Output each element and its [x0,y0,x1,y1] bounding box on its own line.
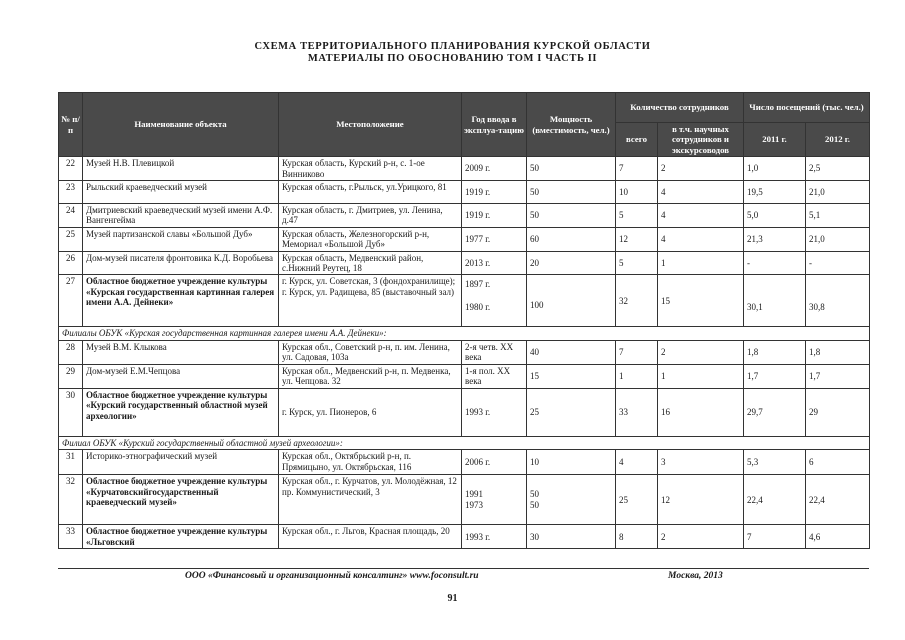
year-line: 1980 г. [465,301,491,312]
table-row [59,340,870,364]
cell-staff-sci: 3 [658,450,744,475]
header-staff-sci: в т.ч. научных сотрудников и экскурсоводов [658,123,744,157]
cell-year [462,475,527,525]
branch-note: Филиал ОБУК «Курский государственный областной музей археологии»: [59,436,870,449]
cell-capacity: 15 [527,364,616,388]
cell-num: 29 [59,364,83,388]
cell-staff-sci: 2 [658,525,744,549]
cell-staff-sci: 12 [658,475,744,525]
cell-capacity [527,475,616,525]
header-location: Местоположение [279,93,462,157]
cell-name: Музей Н.В. Плевицкой [83,157,279,181]
cell-year: 1919 г. [462,181,527,204]
document-subtitle: МАТЕРИАЛЫ ПО ОБОСНОВАНИЮ ТОМ I ЧАСТЬ II [307,53,598,64]
header-name: Наименование объекта [83,93,279,157]
cell-capacity: 10 [527,450,616,475]
header-capacity: Мощность (вместимость, чел.) [527,93,616,157]
cell-staff-total: 5 [616,204,658,228]
cell-visits-2012: 1,7 [806,364,870,388]
cell-name: Дмитриевский краеведческий музей имени А.Ф. Вангенгейма [83,204,279,228]
cell-location: Курская область, г. Дмитриев, ул. Ленина, д.47 [279,204,462,228]
header-staff: Количество сотрудников [616,93,744,123]
cell-visits-2011: 21,3 [744,227,806,251]
header-year: Год ввода в эксплуа-тацию [462,93,527,157]
cell-staff-total: 1 [616,364,658,388]
cell-staff-total: 25 [616,475,658,525]
cell-capacity: 50 [527,181,616,204]
cell-year: 1919 г. [462,204,527,228]
section-note [59,436,870,449]
cell-staff-total: 7 [616,340,658,364]
cell-name: Дом-музей Е.М.Чепцова [83,364,279,388]
cell-visits-2012: 30,8 [806,275,870,327]
cell-visits-2011: 22,4 [744,475,806,525]
year-line: 1897 г. [465,279,491,290]
cell-year: 1993 г. [462,525,527,549]
cell-staff-total: 12 [616,227,658,251]
cell-capacity: 30 [527,525,616,549]
cell-name: Областное бюджетное учреждение культуры «Курская государственная картинная галерея имени А.А. Дейнеки» [83,275,279,327]
cell-visits-2011: 5,3 [744,450,806,475]
cell-visits-2012: 21,0 [806,181,870,204]
museums-table [58,92,870,549]
cell-capacity: 50 [527,204,616,228]
cell-visits-2012: 5,1 [806,204,870,228]
cell-location: Курская обл., Медвенский р-н, п. Медвенка, ул. Чепцова. 32 [279,364,462,388]
cell-capacity: 50 [527,157,616,181]
table-row [59,204,870,228]
table-row [59,227,870,251]
cell-location: Курская область, Медвенский район, с.Нижний Реутец, 18 [279,251,462,275]
header-visits-2011: 2011 г. [744,123,806,157]
table-row [59,450,870,475]
location-line: г. Курск, ул. Советская, 3 (фондохранилище); [282,276,456,287]
cell-staff-sci: 1 [658,364,744,388]
cell-visits-2012: 4,6 [806,525,870,549]
cell-staff-sci: 4 [658,181,744,204]
footer-organization: ООО «Финансовый и организационный консалтинг» www.foconsult.ru [185,571,479,581]
cell-name: Областное бюджетное учреждение культуры «Курчатовскийгосударственный краеведческий музей» [83,475,279,525]
table-row [59,475,870,525]
cell-name: Историко-этнографический музей [83,450,279,475]
year-line: 1991 [465,489,483,500]
header-staff-total: всего [616,123,658,157]
section-note [59,327,870,340]
table-row [59,181,870,204]
cell-year: 2009 г. [462,157,527,181]
cell-name: Областное бюджетное учреждение культуры «Льговский [83,525,279,549]
cell-name: Рыльский краеведческий музей [83,181,279,204]
cell-staff-sci: 2 [658,340,744,364]
cell-staff-total: 8 [616,525,658,549]
cell-staff-total: 10 [616,181,658,204]
cell-staff-sci: 16 [658,388,744,436]
cell-visits-2012: 1,8 [806,340,870,364]
capacity-line: 50 [530,499,539,510]
cell-location: Курская область, Железногорский р-н, Мемориал «Большой Дуб» [279,227,462,251]
location-line: г. Курск, ул. Радищева, 85 (выставочный зал) [282,286,455,297]
table-row [59,525,870,549]
cell-staff-sci: 15 [658,275,744,327]
capacity-line: 50 [530,489,539,500]
cell-year: 1977 г. [462,227,527,251]
header-visits-2012: 2012 г. [806,123,870,157]
cell-num: 24 [59,204,83,228]
cell-staff-total: 32 [616,275,658,327]
cell-location: г. Курск, ул. Пионеров, 6 [279,388,462,436]
cell-num: 33 [59,525,83,549]
cell-staff-total: 5 [616,251,658,275]
cell-location [279,275,462,327]
cell-visits-2012: 6 [806,450,870,475]
cell-visits-2012: 21,0 [806,227,870,251]
cell-num: 28 [59,340,83,364]
page-number: 91 [447,593,458,604]
cell-visits-2012: - [806,251,870,275]
header-num: № п/п [59,93,83,157]
cell-visits-2011: 1,0 [744,157,806,181]
table-row [59,364,870,388]
cell-num: 27 [59,275,83,327]
cell-num: 25 [59,227,83,251]
cell-num: 26 [59,251,83,275]
cell-capacity: 20 [527,251,616,275]
cell-name: Дом-музей писателя фронтовика К.Д. Воробьева [83,251,279,275]
cell-visits-2011: 1,8 [744,340,806,364]
cell-location: Курская обл., Советский р-н, п. им. Ленина, ул. Садовая, 103а [279,340,462,364]
header-visits: Число посещений (тыс. чел.) [744,93,870,123]
cell-name: Музей В.М. Клыкова [83,340,279,364]
cell-year [462,275,527,327]
cell-capacity: 60 [527,227,616,251]
cell-visits-2011: 29,7 [744,388,806,436]
cell-staff-total: 7 [616,157,658,181]
cell-visits-2011: 19,5 [744,181,806,204]
cell-location: Курская обл., г. Льгов, Красная площадь, 20 [279,525,462,549]
cell-staff-sci: 1 [658,251,744,275]
cell-num: 23 [59,181,83,204]
cell-capacity: 40 [527,340,616,364]
cell-staff-sci: 2 [658,157,744,181]
cell-visits-2012: 22,4 [806,475,870,525]
cell-visits-2011: 30,1 [744,275,806,327]
cell-capacity: 100 [527,275,616,327]
document-title: СХЕМА ТЕРРИТОРИАЛЬНОГО ПЛАНИРОВАНИЯ КУРСКОЙ ОБЛАСТИ [254,41,651,52]
table-row [59,157,870,181]
cell-year: 1993 г. [462,388,527,436]
table-row [59,388,870,436]
cell-visits-2012: 2,5 [806,157,870,181]
cell-location: Курская область, г.Рыльск, ул.Урицкого, 81 [279,181,462,204]
cell-location: Курская обл., Октябрьский р-н, п. Прямицыно, ул. Октябрьская, 116 [279,450,462,475]
cell-year: 2006 г. [462,450,527,475]
cell-year: 2013 г. [462,251,527,275]
table-row [59,275,870,327]
cell-location: Курская область, Курский р-н, с. 1-ое Винниково [279,157,462,181]
table-row [59,251,870,275]
cell-staff-sci: 4 [658,227,744,251]
cell-year: 2-я четв. XX века [462,340,527,364]
cell-visits-2011: - [744,251,806,275]
footer-city-year: Москва, 2013 [668,571,723,581]
cell-capacity: 25 [527,388,616,436]
branch-note: Филиалы ОБУК «Курская государственная картинная галерея имени А.А. Дейнеки»: [59,327,870,340]
cell-location: Курская обл., г. Курчатов, ул. Молодёжная, 12 пр. Коммунистический, 3 [279,475,462,525]
cell-staff-total: 33 [616,388,658,436]
cell-visits-2011: 7 [744,525,806,549]
cell-num: 22 [59,157,83,181]
cell-staff-sci: 4 [658,204,744,228]
cell-name: Областное бюджетное учреждение культуры «Курский государственный областной музей археологии» [83,388,279,436]
cell-num: 32 [59,475,83,525]
cell-visits-2011: 1,7 [744,364,806,388]
cell-name: Музей партизанской славы «Большой Дуб» [83,227,279,251]
cell-num: 31 [59,450,83,475]
cell-visits-2012: 29 [806,388,870,436]
cell-staff-total: 4 [616,450,658,475]
cell-num: 30 [59,388,83,436]
footer-divider [58,568,869,569]
year-line: 1973 [465,499,483,510]
cell-year: 1-я пол. XX века [462,364,527,388]
cell-visits-2011: 5,0 [744,204,806,228]
